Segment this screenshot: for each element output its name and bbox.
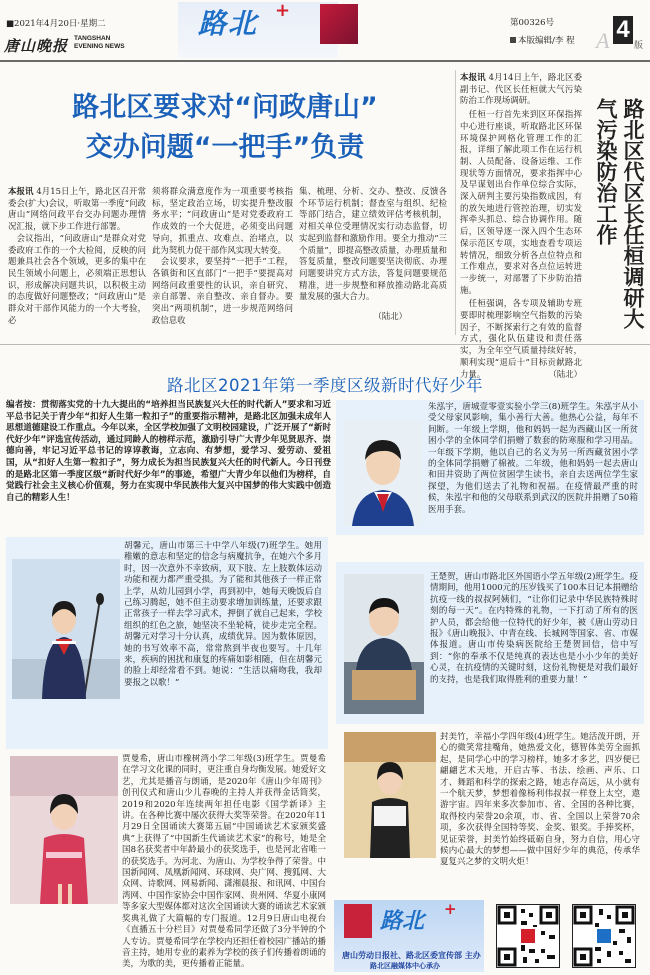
feature-title: 路北区2021年第一季度区级新时代好少年 bbox=[167, 376, 483, 395]
side-body-2: 任桓一行首先来到区环保指挥中心进行座谈，听取路北区环保环境保护网格化管理工作的汇报，详细了解此项工作在运行机制、人员配备、设备运维、工作现状等方面情况，要求指挥中心及早谋划出台作单位综合实际，深入研判主要污染指数成因，有的放矢地进行管控治理，切实发挥牵头抓总、综合协调作用。随后，区领导逐一深入四个生态环保示范区专项，实地查看专项运转情况，细致分析各点位特点和工作难点，要求对各点位运转进一步统一，对部署了下步防治措施。 bbox=[460, 109, 582, 295]
portrait-icon bbox=[344, 732, 436, 858]
qr-code-icon[interactable] bbox=[496, 904, 560, 968]
brand-logo-tile bbox=[320, 4, 358, 44]
lead-body-3: 集、梳理、分析、交办、整改、反馈各个环节运行机制；督查室与组织、纪检等部门结合，建立绩效评估考核机制，对相关单位受理情况实行动态监督，切实起到监督和激励作用。要全力推动“三个质量”，即提高整改质量，办理质量和答复质量，整改问题要坚决彻底、办理问题要讲究方式方法，答复问题要规范精准，进一步规整和释放推动路北高质量发展的强大合力。 bbox=[299, 186, 447, 302]
promo-line-2: 路北区融媒体中心承办 bbox=[370, 962, 440, 970]
kid-text-feng: 封美竹，幸福小学四年级(4)班学生。她活泼开朗，开心的微笑常挂嘴角，她热爱文化，德智体美劳全面抓起，是同学心中的学习榜样，她多才多艺，四岁便已翩翩艺术天地，开启古筝、书法、绘画、声乐、口才、舞蹈和科学的探索之路，她志存高远，从小就有一个航天梦，梦想着像杨利伟叔叔一样登上太空，遨游宇宙。四年来多次参加市、省、全国的各种比赛，取得校内荣誉20余项，市、省、全国以上荣誉70余项，多次获得全国特等奖、金奖、银奖。手捧奖杯，见证荣誉，封美竹始终砥砺自身，努力自信，用心守候内心最大的梦想——做中国好少年的典范，传承华夏复兴之梦的文明火炬！ bbox=[440, 732, 640, 868]
kid-text-zhu: 朱泓宇，唐城壹零壹实验小学三(8)班学生。朱泓宇从小受父母家风影响，集小善行大善。他热心公益，每年不间断。一年级上学期，他和妈妈一起为西藏山区一所贫困小学的全体同学们捐赠了数套的防寒服和学习用品。一年级下学期，他以自己的名义为另一所西藏贫困小学的全体同学捐赠了棉被。二年级，他和妈妈一起去唐山和田井资助了两位贫困学生读书，亲自去送两位学生家探望，为他们送去了礼物和祝福。在疫情最严重的时候，朱泓宇和他的父母联系到武汉的医院并捐赠了50箱医用手套。 bbox=[428, 402, 638, 515]
qr-code-icon[interactable] bbox=[572, 904, 636, 968]
lead-byline: 本报讯 bbox=[8, 186, 34, 196]
page-section-letter: A bbox=[596, 28, 610, 53]
editor-note-label: 编者按： bbox=[6, 400, 41, 410]
lead-signoff: （陆北） bbox=[373, 311, 407, 322]
lead-headline-line2: 交办问题“一把手”负责 bbox=[85, 132, 365, 163]
side-body-1: 4月14日上午，路北区委副书记、代区长任桓就大气污染防治工作现场调研。 bbox=[460, 72, 582, 106]
lead-headline bbox=[0, 88, 450, 168]
column-brand-plus: + bbox=[275, 0, 291, 21]
page-editor bbox=[510, 34, 575, 46]
lead-column-3 bbox=[299, 186, 447, 323]
qr-pattern bbox=[497, 905, 559, 967]
kid-card-2 bbox=[6, 537, 328, 749]
masthead bbox=[0, 0, 650, 62]
side-body-3-wrap bbox=[460, 298, 582, 380]
column-brand: 路北 bbox=[198, 7, 259, 40]
lead-headline-line1: 路北区要求对“问政唐山” bbox=[72, 92, 378, 123]
kid-card-5 bbox=[336, 730, 644, 896]
side-byline: 本报讯 bbox=[460, 72, 486, 82]
kid-card-4 bbox=[6, 752, 328, 972]
kid-card-1 bbox=[336, 400, 644, 535]
lead-body-1: 4月15日上午，路北区召开常委会(扩大)会议，听取第一季度“问政唐山”网络问政平台交办问题办理情况汇报，就下步工作进行部署。 会议指出，“问政唐山”是群众对党委政府工作的一个大检阅，反映的问题兼具社会各个领域，更多的集中在民生领域小问题上，必须端正思想认识，形成解决问题共识，以积极主动的态度做好问题整改；“问政唐山”是群众对干部作风能力的一个大考验，必 bbox=[8, 186, 147, 325]
page-number: 4 bbox=[613, 16, 633, 44]
issue-date: ■2021年4月20日·星期二 bbox=[6, 19, 106, 29]
paper-name: 唐山晚报 bbox=[4, 37, 69, 55]
kid-photo-jia bbox=[10, 756, 118, 904]
promo-banner bbox=[334, 900, 484, 972]
kid-photo-zhu bbox=[344, 420, 422, 526]
qr-pattern bbox=[573, 905, 635, 967]
portrait-icon bbox=[344, 420, 422, 526]
side-article bbox=[460, 72, 582, 380]
kid-photo-wang bbox=[344, 574, 424, 714]
page-suffix: 版 bbox=[634, 41, 644, 51]
kid-card-3 bbox=[336, 562, 644, 724]
promo-brand: 路北 bbox=[380, 909, 425, 934]
editor-label: 本版编辑/李 程 bbox=[518, 36, 575, 46]
side-body-3: 任桓强调，各专项及辅助专班要即时梳理影响空气指数的污染因子，不断探索行之有效的监督方式，强化队伍建设和责任落实，为全年空气质量持续好转，顺利实现“退后十”目标贡献路北力量。 bbox=[460, 298, 582, 379]
side-signoff: （陆北） bbox=[548, 368, 582, 379]
editor-note-body: 贯彻落实党的十九大提出的“培养担当民族复兴大任的时代新人”要求和习近平总书记关于青少年“扣好人生第一粒扣子”的重要指示精神，是路北区加强未成年人思想道德建设工作重点。今年以来，全区学校加强了文明校园建设，广泛开展了“新时代好少年”评选宣传活动，通过同龄人的榜样示范，激励引导广大青少年见贤思齐、崇德向善，牢记习近平总书记的谆谆教诲，立志向、有梦想，爱学习、爱劳动、爱祖国，从“扣好人生第一粒扣子”，努力成长为担当民族复兴大任的时代新人。今日刊登的是路北区第一季度区级“新时代好少年”的事迹，希望广大青少年以他们为榜样，自觉践行社会主义核心价值观，努力在实现中华民族伟大复兴中国梦的伟大实践中创造自己的精彩人生！ bbox=[6, 400, 331, 503]
promo-line-1: 唐山劳动日报社、路北区委宣传部 主办 bbox=[342, 951, 481, 960]
kid-photo-hu bbox=[12, 559, 120, 699]
portrait-icon bbox=[12, 559, 120, 699]
kid-text-jia: 贾曼希，唐山市橡树湾小学二年级(3)班学生。贾曼希在学习文化课的同时，更注重自身均衡发展。她爱好文艺，尤其是播音与朗诵，是2020年《唐山少年周刊》创刊仪式和唐山少儿春晚的主持人并获得金话筒奖，2019和2020年连续两年担任电影《国学新译》主讲。在各种比赛中屡次获得大奖等荣誉。在2020年11月29日全国诵读大赛第五届“中国诵读艺术家颁奖盛典”上获得了“中国新生代诵读艺术家”的称号，她是全国8名获奖者中年龄最小的获奖选手，也是河北省唯一的获奖选手。为河北、为唐山、为学校争得了荣誉。中国新闻网、凤凰新闻网、环球网、央广网、搜狐网、大众网、诗歌网、网易新闻、潇湘晨报、和讯网、中国台湾网、中国作家协会中国作家网、贵州网、华夏小康网等多家大型媒体都对这次全国诵读大赛的诵读艺术家颁奖典礼做了大篇幅的专门报道。12月9日唐山电视台《直播五十分栏目》对贾曼希同学还做了3分半钟的个人专访。贾曼希同学在学校内还担任着校园广播站的播音主持，她用专业的素养为学校的孩子们传播着朗诵的美，为歌的美，更传播着正能量。 bbox=[122, 754, 326, 970]
portrait-icon bbox=[10, 756, 118, 904]
lead-column-1 bbox=[8, 186, 146, 326]
kid-text-wang: 王楚贺，唐山市路北区外国语小学五年级(2)班学生。疫情期间，他用1000元的压岁钱买了100本日记本捐赠给抗疫一线的叔叔阿姨们，“让你们记录中华民族特殊时刻的每一天”。在内特殊的礼物，一下打动了所有的医护人员，都会给他一位特代的好少年，被《唐山劳动日报》《唐山晚报》、中青在线、长城网等国家、省、市媒体报道。唐山市传染病医院给王楚贺回信，信中写到：“你的奉承不仅是纯真的表达也是小小少年的美好心灵，在抗疫情的关键时刻，这份礼物便是对我们最好的支持，也是我们取得胜利的重要力量！” bbox=[430, 572, 638, 685]
kid-photo-feng bbox=[344, 732, 436, 858]
side-headline: 路北区代区长任桓调研大气污染防治工作 bbox=[594, 98, 645, 329]
square-icon bbox=[510, 37, 516, 43]
issue-number: 第00326号 bbox=[510, 18, 555, 28]
portrait-icon bbox=[344, 574, 424, 714]
promo-brand-plus: + bbox=[444, 900, 457, 918]
paper-name-en: TANGSHAN EVENING NEWS bbox=[74, 35, 125, 50]
promo-logo-tile bbox=[344, 904, 372, 938]
section-divider bbox=[0, 344, 650, 345]
lead-column-2: 须将群众满意度作为一项重要考核指标，坚定政治立场，切实提升整改服务水平；“问政唐山”是对党委政府工作成效的一个大促进，必须变出问题导向，抓重点、攻难点、治堵点，以此为契机力促干部作风实现大转变。 会议要求，要坚持“一把手”工程，各镇街和区直部门“一把手”要提高对网络问政重要性的认识，亲自研究、亲自部署、亲自整改、亲自督办。要突出“两项机制”，进一步规范网络问政信息收 bbox=[152, 186, 293, 325]
kid-text-hu: 胡馨元，唐山市第三十中学八年级(7)班学生。她用稚嫩的意志和坚定的信念与病魔抗争，在她六个多月时，因一次意外不幸致病，双下肢、左上肢数体运动功能和视力都严重受损。为了能和其他孩子一样正常上学，从幼儿园到小学，再到初中，她每天晚饭后自己练习腾起，她不但主动要求增加训练量，还要求跟正常孩子一样去学习武术，押倒了就自己起来，学校组织的红色之旅，她坚决不坐轮椅，徒步走完全程。胡馨元对学习十分认真，成绩优异。因为数体原因，她的书写效率不高，常常熬到半夜也要写。十几年来，疾病的困扰和康复的疼痛如影相随，但在胡馨元的脸上却经常看不到。她说：“生活以痛吻我，我却要报之以歌！” bbox=[124, 541, 322, 688]
column-divider bbox=[455, 70, 456, 335]
editor-note bbox=[6, 400, 331, 504]
